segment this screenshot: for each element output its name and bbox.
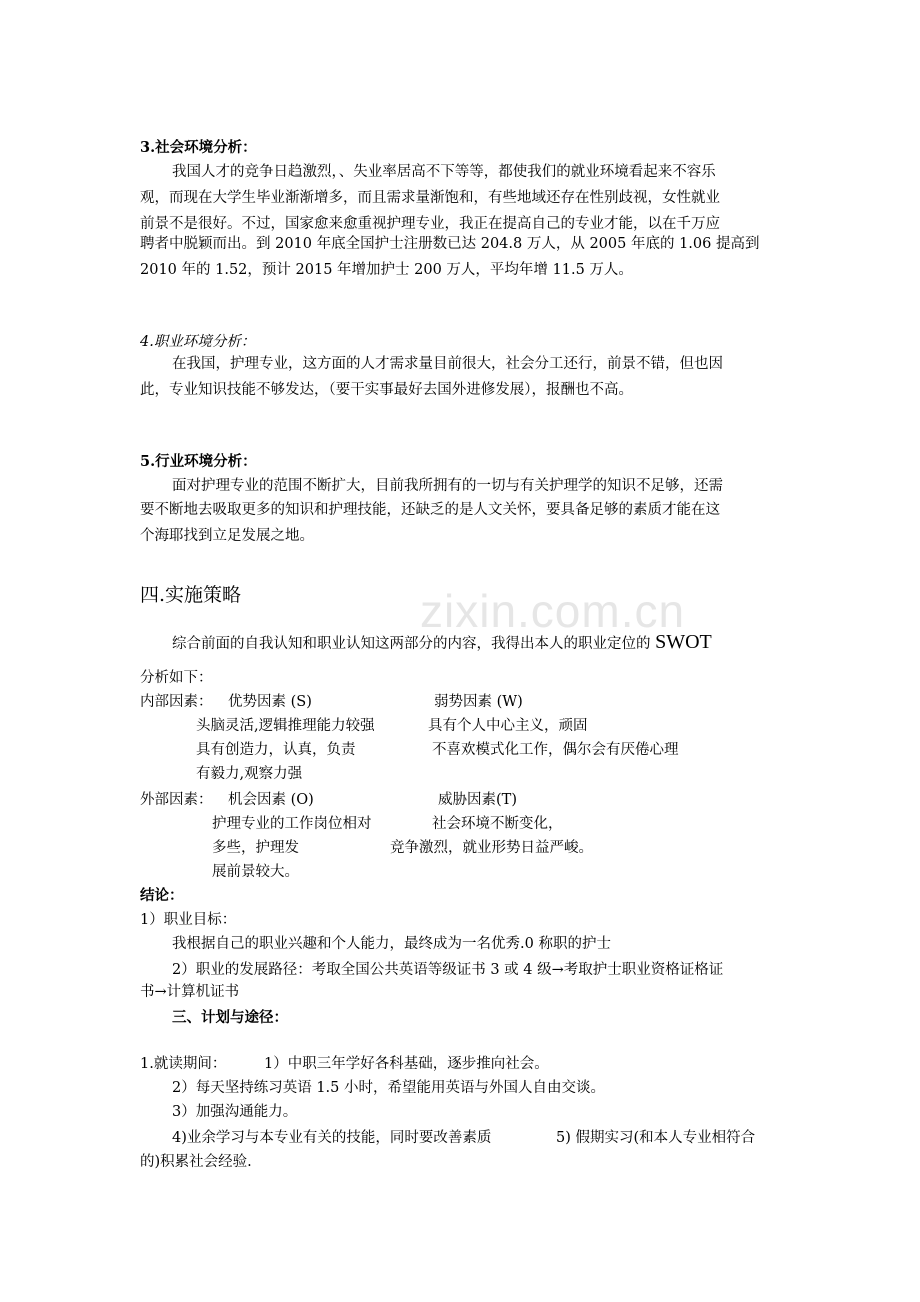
opportunity-item: 多些，护理发 xyxy=(212,840,299,856)
section-5-line: 面对护理专业的范围不断扩大，目前我所拥有的一切与有关护理学的知识不足够，还需 xyxy=(172,478,723,494)
section-3-line: 聘者中脱颖而出。到 2010 年底全国护士注册数已达 204.8 万人，从 2005 年底的 1.06 提高到 xyxy=(140,236,760,252)
plan-item: 4)业余学习与本专业有关的技能，同时要改善素质 xyxy=(172,1130,492,1146)
analysis-label: 分析如下： xyxy=(140,670,213,686)
section-5-heading: 5.行业环境分析： xyxy=(140,453,257,470)
section-5-line: 要不断地去吸取更多的知识和护理技能，还缺乏的是人文关怀，要具备足够的素质才能在这 xyxy=(140,502,720,518)
section-3-line: 2010 年的 1.52，预计 2015 年增加护士 200 万人，平均年增 11.5 万人。 xyxy=(140,262,633,278)
swot-term: SWOT xyxy=(655,631,712,653)
strength-item: 头脑灵活,逻辑推理能力较强 xyxy=(196,718,375,734)
strength-item: 有毅力,观察力强 xyxy=(196,766,303,782)
part-4-heading: 四.实施策略 xyxy=(140,584,242,606)
section-4-line: 此，专业知识技能不够发达，（要干实事最好去国外进修发展），报酬也不高。 xyxy=(140,382,633,398)
weakness-label: 弱势因素 (W) xyxy=(434,694,523,710)
conclusion-heading: 结论： xyxy=(140,887,184,904)
section-3-heading: 3.社会环境分析： xyxy=(140,139,257,156)
weakness-item: 不喜欢模式化工作，偶尔会有厌倦心理 xyxy=(432,742,679,758)
plan-heading: 三、计划与途径： xyxy=(172,1009,288,1026)
section-4-line: 在我国，护理专业，这方面的人才需求量目前很大，社会分工还行，前景不错，但也因 xyxy=(172,356,723,372)
watermark: zixin.com.cn xyxy=(420,585,686,637)
section-3-line: 我国人才的竞争日趋激烈，、失业率居高不下等等，都使我们的就业环境看起来不容乐 xyxy=(172,164,716,180)
plan-item: 5) 假期实习(和本人专业相符合 xyxy=(556,1130,756,1146)
strength-label: 优势因素 (S) xyxy=(228,694,312,710)
study-period-label: 1.就读期间： xyxy=(140,1056,227,1072)
career-goal-label: 1）职业目标： xyxy=(140,912,237,928)
section-4-heading: 4.职业环境分析： xyxy=(140,334,256,350)
threat-label: 威胁因素(T) xyxy=(438,792,517,808)
threat-item: 竞争激烈，就业形势日益严峻。 xyxy=(390,840,593,856)
section-3-line: 前景不是很好。不过，国家愈来愈重视护理专业，我正在提高自己的专业才能，以在千万应 xyxy=(140,216,720,232)
career-goal-text: 我根据自己的职业兴趣和个人能力，最终成为一名优秀.0 称职的护士 xyxy=(172,936,611,952)
plan-item: 的)积累社会经验. xyxy=(140,1154,252,1170)
section-3-line: 观，而现在大学生毕业渐渐增多，而且需求量渐饱和，有些地域还存在性别歧视，女性就业 xyxy=(140,190,720,206)
internal-factors-label: 内部因素： xyxy=(140,694,213,710)
swot-intro xyxy=(172,632,712,654)
threat-item: 社会环境不断变化， xyxy=(432,816,563,832)
section-5-line: 个海耶找到立足发展之地。 xyxy=(140,528,314,544)
external-factors-label: 外部因素： xyxy=(140,792,213,808)
swot-intro-text: 综合前面的自我认知和职业认知这两部分的内容，我得出本人的职业定位的 xyxy=(172,636,651,652)
opportunity-label: 机会因素 (O) xyxy=(228,792,314,808)
plan-item: 2）每天坚持练习英语 1.5 小时，希望能用英语与外国人自由交谈。 xyxy=(172,1080,606,1096)
opportunity-item: 展前景较大。 xyxy=(212,864,299,880)
career-path-line: 书→计算机证书 xyxy=(140,984,240,1000)
strength-item: 具有创造力，认真，负责 xyxy=(196,742,356,758)
opportunity-item: 护理专业的工作岗位相对 xyxy=(212,816,372,832)
plan-item: 3）加强沟通能力。 xyxy=(172,1104,298,1120)
plan-item: 1）中职三年学好各科基础，逐步推向社会。 xyxy=(264,1056,549,1072)
weakness-item: 具有个人中心主义，顽固 xyxy=(428,718,588,734)
career-path-line: 2）职业的发展路径：考取全国公共英语等级证书 3 或 4 级→考取护士职业资格证格证 xyxy=(172,962,724,978)
